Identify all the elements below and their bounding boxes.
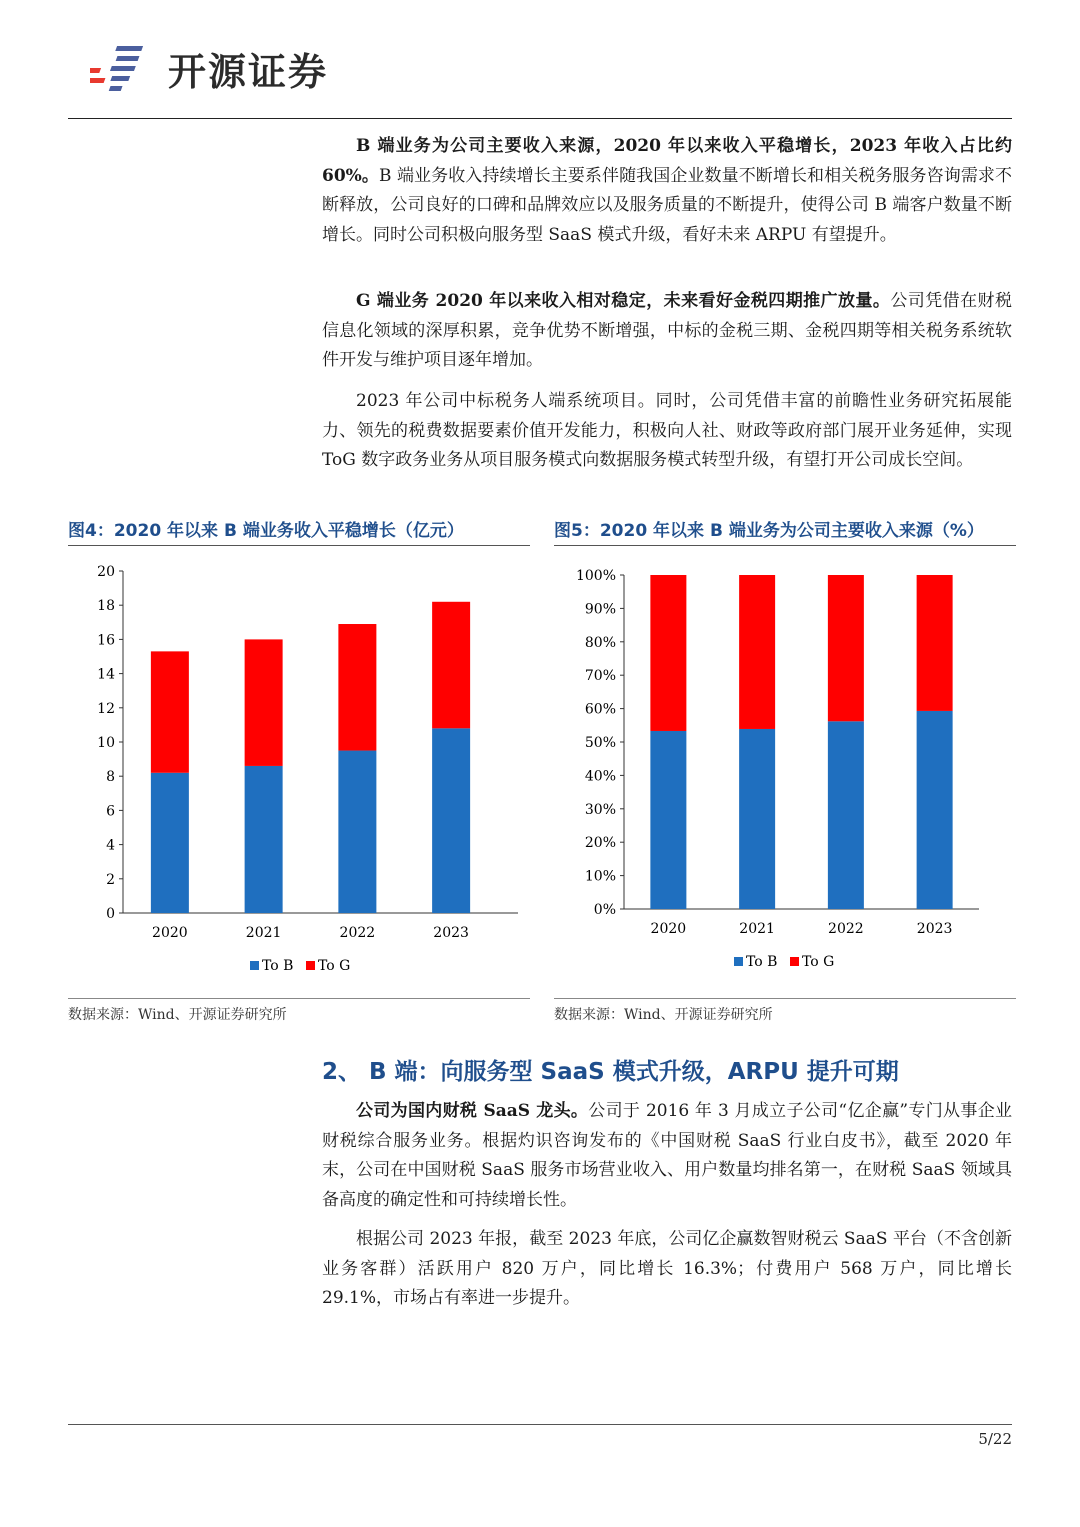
- ytick-label: 18: [97, 598, 115, 615]
- paragraph-saas-leader-body: 公司于 2016 年 3 月成立子公司“亿企赢”专门从事企业财税综合服务业务。根据灼识咨询发布的《中国财税 SaaS 行业白皮书》，截至 2020 年末，公司在中国财税 SaaS 服务市场营业收入、用户数量均排名第一，在财税 SaaS 领域具备高度的确定性和可持续增长性。: [322, 1101, 1013, 1210]
- ytick-label: 10: [97, 735, 115, 751]
- bar-tob-2020: [650, 731, 686, 909]
- paragraph-saas-leader: [322, 1097, 1012, 1215]
- fig4-source: 数据来源：Wind、开源证券研究所: [68, 1007, 287, 1023]
- fig4-bottom-rule: [68, 998, 530, 999]
- bar-tob-2022: [828, 721, 864, 909]
- header-divider: [68, 118, 1012, 119]
- legend-tob-swatch: [250, 961, 259, 970]
- xtick-label: 2022: [828, 921, 864, 937]
- legend-tob-label: To B: [262, 958, 294, 974]
- legend-tog-label: To G: [802, 954, 835, 970]
- bar-tog-2022: [338, 624, 376, 751]
- fig5-source: 数据来源：Wind、开源证券研究所: [554, 1007, 773, 1023]
- fig5-top-rule: [554, 545, 1016, 546]
- legend-tog-swatch: [306, 961, 315, 970]
- paragraph-users: [322, 1225, 1012, 1314]
- fig4-chart: [68, 555, 530, 995]
- ytick-label: 2: [106, 871, 115, 888]
- paragraph-tog-body: 2023 年公司中标税务人端系统项目。同时，公司凭借丰富的前瞻性业务研究拓展能力、领先的税费数据要素价值开发能力，积极向人社、财政等政府部门展开业务延伸，实现 ToG 数字政务业务从项目服务模式向数据服务模式转型升级，有望打开公司成长空间。: [322, 391, 1012, 470]
- section-title: 2、 B 端：向服务型 SaaS 模式升级，ARPU 提升可期: [322, 1059, 899, 1085]
- paragraph-g-business: [322, 287, 1012, 376]
- legend-tog-label: To G: [318, 958, 351, 974]
- bar-tog-2020: [650, 575, 686, 731]
- ytick-label: 30%: [584, 801, 616, 818]
- ytick-label: 0%: [593, 902, 616, 918]
- fig5-title: 图5：2020 年以来 B 端业务为公司主要收入来源（%）: [554, 521, 984, 541]
- paragraph-b-business-body: B 端业务收入持续增长主要系伴随我国企业数量不断增长和相关税务服务咨询需求不断释放，公司良好的口碑和品牌效应以及服务质量的不断提升，使得公司 B 端客户数量不断增长。同时公司积极向服务型 SaaS 模式升级，看好未来 ARPU 有望提升。: [322, 165, 1012, 245]
- ytick-label: 16: [97, 632, 115, 649]
- bar-tob-2020: [151, 773, 189, 913]
- brand-logo-icon: [90, 38, 162, 98]
- fig4-top-rule: [68, 545, 530, 546]
- paragraph-tog: [322, 387, 1012, 476]
- bar-tob-2023: [432, 728, 470, 913]
- bar-tog-2021: [739, 575, 775, 729]
- ytick-label: 60%: [584, 701, 616, 718]
- fig5-chart: [554, 555, 1016, 995]
- paragraph-b-business: [322, 132, 1012, 250]
- brand-name: 开源证券: [168, 49, 329, 94]
- xtick-label: 2020: [152, 925, 188, 941]
- legend-tog-swatch: [790, 957, 799, 966]
- ytick-label: 10%: [584, 868, 616, 885]
- fig5-bottom-rule: [554, 998, 1016, 999]
- ytick-label: 6: [106, 803, 115, 820]
- bar-tob-2022: [338, 751, 376, 913]
- paragraph-g-business-body: 公司凭借在财税信息化领域的深厚积累，竞争优势不断增强，中标的金税三期、金税四期等相关税务系统软件开发与维护项目逐年增加。: [322, 291, 1013, 370]
- ytick-label: 12: [97, 700, 115, 717]
- fig4-title: 图4：2020 年以来 B 端业务收入平稳增长（亿元）: [68, 521, 464, 541]
- bar-tog-2023: [432, 602, 470, 729]
- ytick-label: 50%: [584, 735, 616, 751]
- paragraph-g-business-lead: G 端业务 2020 年以来收入相对稳定，未来看好金税四期推广放量。: [356, 291, 891, 311]
- bar-tob-2021: [245, 766, 283, 913]
- ytick-label: 70%: [584, 668, 616, 685]
- fig4-legend: [250, 958, 350, 974]
- ytick-label: 20: [97, 564, 115, 580]
- ytick-label: 40%: [584, 768, 616, 785]
- bar-tog-2022: [828, 575, 864, 721]
- paragraph-users-body: 根据公司 2023 年报，截至 2023 年底，公司亿企赢数智财税云 SaaS 平台（不含创新业务客群）活跃用户 820 万户，同比增长 16.3%；付费用户 568 万户，同比增长 29.1%，市场占有率进一步提升。: [322, 1229, 1012, 1308]
- bar-tob-2021: [739, 729, 775, 909]
- page-header: [90, 38, 328, 98]
- page-number: 5/22: [978, 1430, 1012, 1448]
- ytick-label: 4: [106, 837, 115, 854]
- paragraph-b-business-lead: B 端业务为公司主要收入来源，2020 年以来收入平稳增长，2023 年收入占比约 60%。: [322, 136, 1012, 186]
- bar-tog-2021: [245, 639, 283, 766]
- ytick-label: 80%: [584, 634, 616, 651]
- xtick-label: 2023: [916, 921, 953, 937]
- ytick-label: 14: [97, 666, 115, 683]
- ytick-label: 8: [106, 769, 115, 786]
- ytick-label: 0: [106, 906, 115, 922]
- ytick-label: 20%: [584, 835, 616, 852]
- fig5-legend: [734, 954, 834, 970]
- paragraph-saas-leader-lead: 公司为国内财税 SaaS 龙头。: [356, 1101, 589, 1121]
- xtick-label: 2021: [739, 921, 775, 937]
- ytick-label: 100%: [575, 568, 616, 584]
- legend-tob-label: To B: [746, 954, 778, 970]
- bar-tog-2023: [917, 575, 953, 711]
- ytick-label: 90%: [584, 601, 616, 618]
- xtick-label: 2020: [650, 921, 687, 937]
- legend-tob-swatch: [734, 957, 743, 966]
- footer-divider: [68, 1424, 1012, 1425]
- xtick-label: 2021: [245, 925, 282, 941]
- bar-tog-2020: [151, 651, 189, 772]
- xtick-label: 2022: [339, 925, 376, 941]
- bar-tob-2023: [917, 711, 953, 909]
- xtick-label: 2023: [433, 925, 469, 941]
